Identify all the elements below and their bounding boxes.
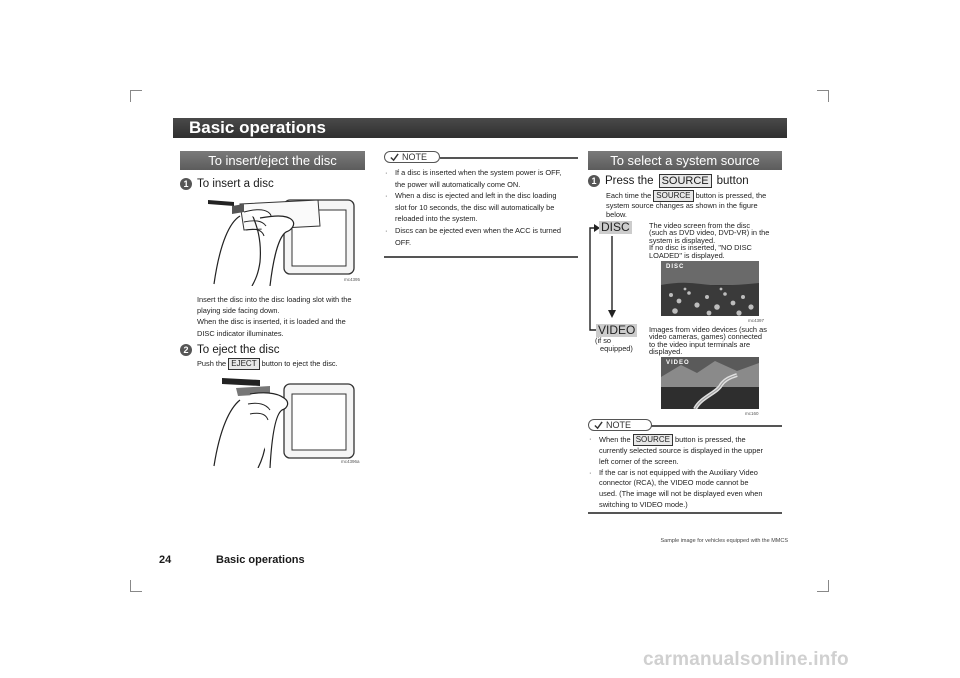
note-label-text: NOTE [606, 420, 632, 430]
text-line: left corner of the screen. [599, 456, 679, 466]
text-line: Insert the disc into the disc loading slot with the [197, 295, 352, 304]
text-line: · Discs can be ejected even when the ACC is turned [395, 225, 561, 235]
crop-mark [130, 580, 142, 592]
text-line: video cameras, games) connected [649, 332, 762, 342]
text-line: system source changes as shown in the figure [606, 201, 758, 210]
text-fragment: Each time the [606, 191, 652, 200]
text-line: currently selected source is displayed in the upper [599, 446, 763, 455]
source-button-label: SOURCE [653, 190, 693, 202]
step-insert-disc [180, 178, 274, 190]
text-fragment: button is pressed, the [695, 191, 767, 200]
note-item [384, 225, 578, 248]
text-line: · If a disc is inserted when the system power is OFF, [395, 168, 562, 177]
note-rule [440, 157, 578, 159]
step-title: To eject the disc [197, 344, 280, 356]
page-number: 24 [159, 554, 172, 566]
disc-screen-tag: DISC [666, 264, 685, 270]
note-label [588, 419, 652, 431]
eject-button-label: EJECT [228, 358, 259, 370]
text-line: · If the car is not equipped with the Auxiliary Video [599, 467, 758, 477]
video-screen-tag: VIDEO [666, 360, 690, 366]
note-end-rule [384, 256, 578, 258]
text-line: OFF. [395, 237, 412, 247]
figure-code: mc4395 [344, 277, 361, 282]
note-item [384, 190, 578, 225]
disc-screen-image [661, 261, 759, 316]
step-title: To insert a disc [197, 178, 274, 190]
sample-image-caption: Sample image for vehicles equipped with the MMCS [660, 538, 788, 544]
page-title: Basic operations [173, 118, 787, 138]
note-end-rule [588, 512, 782, 514]
step-number: 1 [180, 178, 192, 190]
check-icon [390, 153, 399, 162]
figure-code: mc160 [745, 411, 759, 416]
text-fragment: Press the [605, 175, 654, 187]
text-line: LOADED" is displayed. [649, 250, 725, 260]
text-line: Images from video devices (such as [649, 325, 767, 334]
text-line: connector (RCA), the VIDEO mode cannot be [599, 478, 749, 488]
note-item [384, 167, 578, 190]
step-number: 2 [180, 344, 192, 356]
text-line: the power will automatically come ON. [395, 179, 521, 189]
video-screen-image [661, 357, 759, 409]
step-number: 1 [588, 175, 600, 187]
note-rule [644, 425, 782, 427]
insert-disc-illustration [200, 192, 360, 286]
text-fragment: When the [599, 435, 631, 444]
watermark-link[interactable]: carmanualsonline.info [643, 649, 849, 670]
crop-mark [817, 90, 829, 102]
crop-mark [130, 90, 142, 102]
text-line: The video screen from the disc [649, 221, 751, 230]
video-source-label: VIDEO [598, 323, 636, 337]
source-button-label: SOURCE [659, 174, 712, 188]
text-line: slot for 10 seconds, the disc will automatically be [395, 202, 555, 212]
text-line: DISC indicator illuminates. [197, 328, 284, 338]
note-item [588, 434, 782, 468]
note-header [588, 419, 782, 431]
note-list [588, 434, 782, 511]
text-line: · When a disc is ejected and left in the disc loading [395, 191, 557, 201]
note-label-text: NOTE [402, 152, 428, 162]
text-fragment: button to eject the disc. [261, 359, 338, 368]
text-line: switching to VIDEO mode.) [599, 499, 688, 509]
text-line: When the disc is inserted, it is loaded and the [197, 317, 346, 327]
text-line: below. [606, 209, 627, 219]
figure-code: mc4397 [748, 318, 765, 323]
text-line: reloaded into the system. [395, 214, 478, 224]
note-label [384, 151, 440, 163]
section-title-insert-eject: To insert/eject the disc [180, 151, 365, 170]
check-icon [594, 421, 603, 430]
disc-source-label: DISC [601, 220, 630, 234]
video-source-note [595, 337, 633, 353]
figure-code: mc4396a [341, 459, 360, 464]
text-line: (such as DVD video, DVD-VR) in the [649, 228, 770, 238]
text-line: system is displayed. [649, 235, 716, 245]
text-line: used. (The image will not be displayed even when [599, 489, 763, 499]
footer-title: Basic operations [216, 554, 305, 566]
text-line: (if so [595, 336, 612, 345]
section-title-select-source: To select a system source [588, 151, 782, 170]
source-button-label: SOURCE [633, 434, 673, 446]
text-line: playing side facing down. [197, 306, 280, 316]
source-intro [606, 190, 766, 219]
text-fragment: button is pressed, the [675, 435, 746, 444]
text-fragment: Push the [197, 359, 227, 368]
text-line: If no disc is inserted, "NO DISC [649, 243, 752, 253]
disc-source-description [649, 222, 769, 259]
step-eject-disc [180, 344, 279, 356]
eject-instructions [197, 358, 338, 370]
text-fragment: button [716, 175, 749, 187]
note-list [384, 167, 578, 248]
text-line: displayed. [649, 347, 683, 357]
text-line: equipped) [600, 344, 633, 353]
text-line: to the video input terminals are [649, 339, 751, 349]
insert-instructions [197, 294, 351, 339]
step-press-source [588, 174, 749, 188]
note-header [384, 151, 578, 163]
video-source-description [649, 326, 767, 356]
crop-mark [817, 580, 829, 592]
eject-disc-illustration [200, 374, 360, 468]
note-item [588, 468, 782, 511]
